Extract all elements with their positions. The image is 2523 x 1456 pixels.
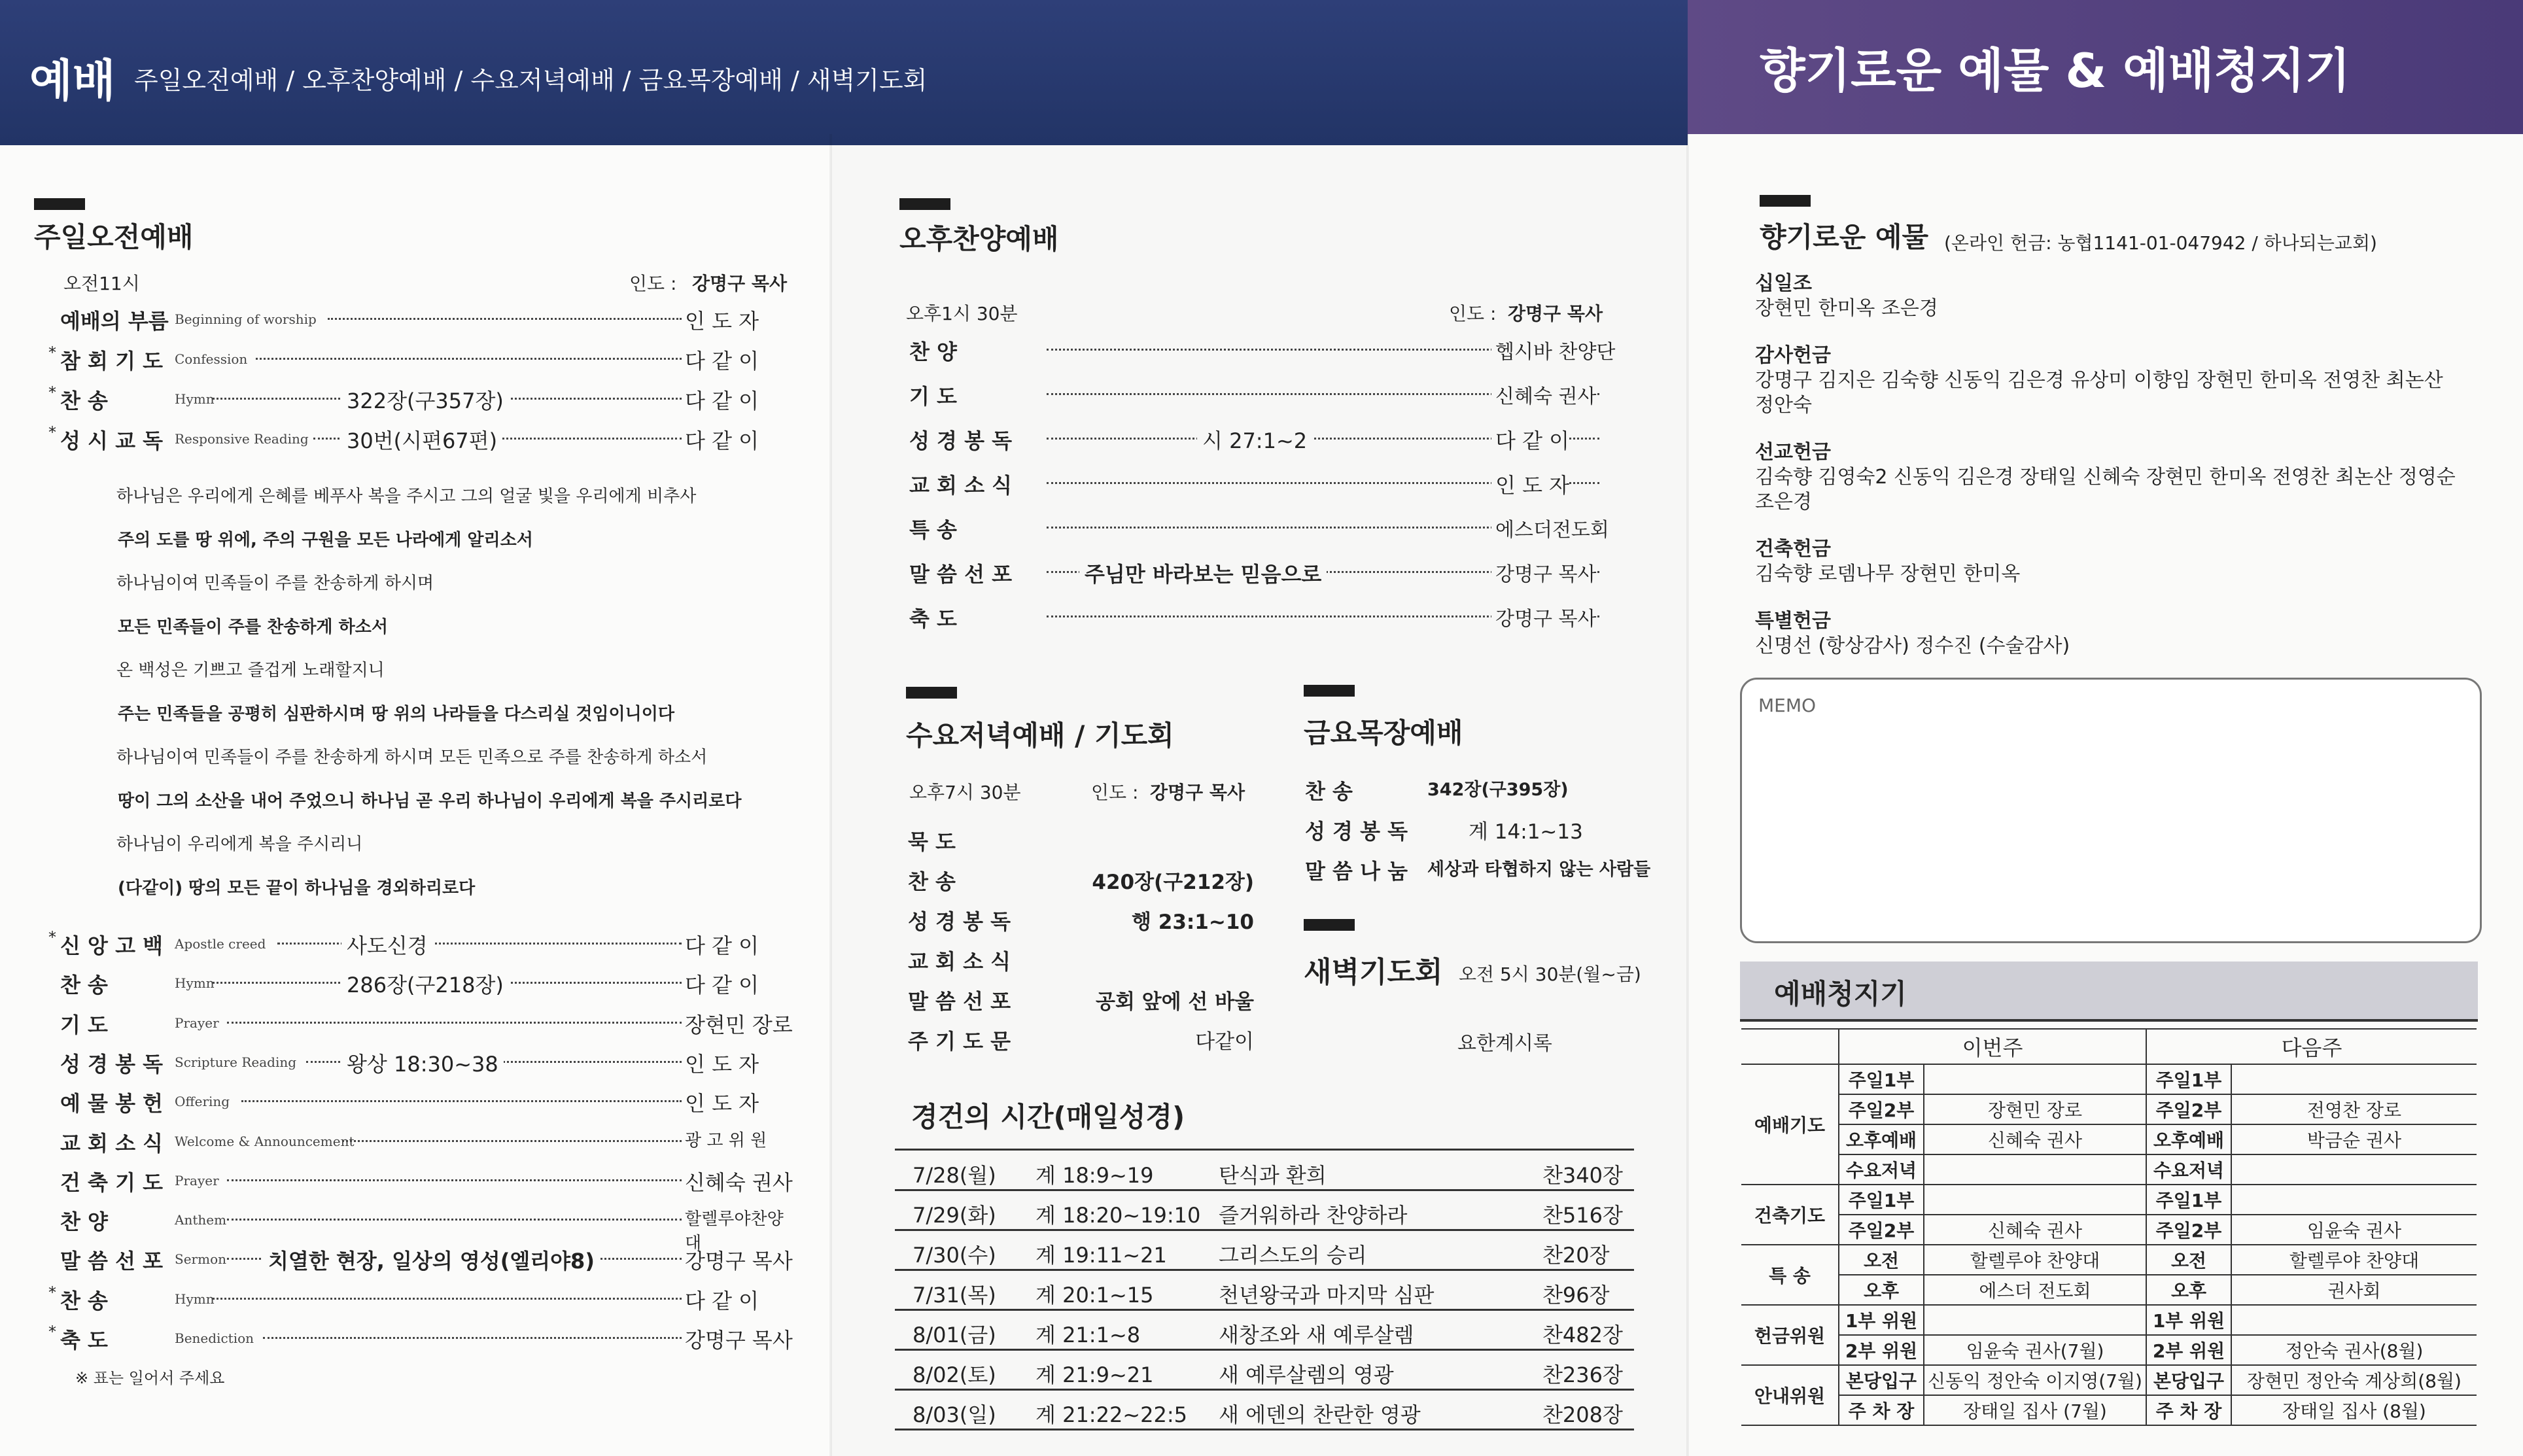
- devotion-title: 경건의 시간(매일성경): [911, 1101, 1185, 1133]
- sunday-leader-label: 인도 :: [629, 273, 677, 294]
- order-row: [48, 1279, 796, 1313]
- section-marker: [34, 198, 85, 210]
- steward-sub: 오전: [1839, 1245, 1924, 1275]
- steward-next: [2231, 1305, 2477, 1335]
- order-label: 찬 송: [60, 389, 108, 413]
- order-label: 성 경 봉 독: [60, 1051, 164, 1077]
- steward-this: [1924, 1064, 2146, 1094]
- steward-next: 장태일 집사 (8월): [2231, 1395, 2477, 1425]
- order-row: [60, 300, 796, 334]
- stewards-table: [1741, 1028, 2477, 1426]
- steward-sub-next: 주일1부: [2146, 1064, 2231, 1094]
- devotion-row: [895, 1391, 1634, 1430]
- steward-group: 안내위원: [1741, 1365, 1839, 1425]
- devotion-hymn: 찬96장: [1542, 1283, 1610, 1308]
- order-leader: 강명구 목사: [685, 1249, 793, 1274]
- order-leader: 다 같 이: [685, 389, 759, 413]
- order-value: 286장(구218장): [341, 969, 509, 999]
- order-value: 다같이: [1195, 1030, 1254, 1054]
- order-row: [60, 1200, 796, 1254]
- stewards-title: 예배청지기: [1774, 978, 1907, 1010]
- steward-sub: 주일2부: [1839, 1094, 1924, 1124]
- sunday-leader: 강명구 목사: [692, 273, 787, 294]
- devotion-hymn: 찬482장: [1542, 1323, 1623, 1347]
- header-title: 예배: [29, 56, 116, 107]
- devotion-row: [895, 1231, 1634, 1271]
- offering-names: 강명구 김지은 김숙향 신동익 김은경 유상미 이향임 장현민 한미옥 전영찬 최논산: [1755, 369, 2443, 392]
- order-label: 찬 송: [1305, 779, 1353, 804]
- devotion-hymn: 찬20장: [1542, 1243, 1610, 1268]
- order-label: 교 회 소 식: [908, 949, 1011, 974]
- order-label: 찬 양: [60, 1209, 108, 1235]
- steward-next: [2231, 1064, 2477, 1094]
- header-subtitle: 주일오전예배 / 오후찬양예배 / 수요저녁예배 / 금요목장예배 / 새벽기도회: [134, 66, 928, 95]
- order-label-en: Prayer: [175, 1172, 219, 1188]
- responsive-line: 하나님이 우리에게 복을 주시리니: [116, 835, 363, 854]
- steward-sub-next: 2부 위원: [2146, 1335, 2231, 1365]
- order-leader: 강명구 목사: [685, 1328, 793, 1353]
- order-label-en: Responsive Reading: [175, 431, 309, 447]
- offering-names: 신명선 (항상감사) 정수진 (수술감사): [1755, 634, 2070, 657]
- devotion-ref: 계 21:1~8: [1035, 1323, 1141, 1347]
- wednesday-time: 오후7시 30분: [909, 782, 1021, 803]
- dawn-title: 새벽기도회: [1304, 956, 1443, 989]
- offering-names: 장현민 한미옥 조은경: [1755, 297, 1938, 320]
- steward-this: 장태일 집사 (7월): [1924, 1395, 2146, 1425]
- order-row: [909, 419, 1616, 453]
- devotion-date: 7/29(화): [913, 1203, 996, 1228]
- sunday-title: 주일오전예배: [34, 221, 194, 253]
- steward-next: 권사회: [2231, 1275, 2477, 1305]
- order-value: 342장(구395장): [1427, 780, 1569, 800]
- responsive-line: 하나님은 우리에게 은혜를 베푸사 복을 주시고 그의 얼굴 빛을 우리에게 비추사: [116, 487, 697, 506]
- order-value: 공회 앞에 선 바울: [1096, 990, 1254, 1014]
- order-row: [60, 1082, 796, 1116]
- steward-sub-next: 오전: [2146, 1245, 2231, 1275]
- steward-next: 박금순 권사: [2231, 1124, 2477, 1154]
- order-leader: 광 고 위 원: [685, 1130, 767, 1151]
- order-row: [48, 924, 796, 958]
- order-label: 특 송: [909, 517, 957, 542]
- dotted-leader: [241, 1100, 682, 1102]
- order-leader: 인 도 자: [685, 1051, 759, 1077]
- standing-note: ※ 표는 일어서 주세요: [75, 1369, 225, 1387]
- order-label-en: Confession: [175, 351, 248, 367]
- order-row: [909, 375, 1616, 409]
- stewards-grid: [1741, 1028, 2477, 1426]
- standing-mark: *: [48, 928, 56, 946]
- devotion-theme: 새창조와 새 예루살렘: [1219, 1323, 1414, 1347]
- order-row: [48, 379, 796, 413]
- devotion-date: 8/01(금): [913, 1323, 996, 1347]
- order-label-en: Scripture Reading: [175, 1054, 297, 1070]
- friday-title: 금요목장예배: [1304, 717, 1463, 749]
- order-row: [909, 508, 1616, 542]
- order-label-en: Beginning of worship: [175, 311, 317, 327]
- steward-this: [1924, 1154, 2146, 1185]
- steward-group: 예배기도: [1741, 1064, 1839, 1185]
- order-label: 묵 도: [908, 829, 956, 854]
- steward-sub-next: 본당입구: [2146, 1365, 2231, 1395]
- offering-group-name: 선교헌금: [1755, 441, 1831, 464]
- order-label: 기 도: [909, 384, 957, 409]
- dotted-leader: [227, 1219, 682, 1221]
- steward-group: 헌금위원: [1741, 1305, 1839, 1365]
- order-row: [60, 1043, 796, 1077]
- devotion-hymn: 찬340장: [1542, 1163, 1623, 1188]
- devotion-hymn: 찬516장: [1542, 1203, 1623, 1228]
- order-label: 성 경 봉 독: [909, 428, 1013, 453]
- responsive-line: 주의 도를 땅 위에, 주의 구원을 모든 나라에게 알리소서: [118, 530, 533, 550]
- order-row: [909, 330, 1616, 364]
- section-marker: [906, 687, 957, 699]
- steward-next: 장현민 정안숙 계상희(8월): [2231, 1365, 2477, 1395]
- offering-group-name: 십일조: [1755, 272, 1812, 295]
- devotion-top-rule: [895, 1149, 1634, 1151]
- sunday-time: 오전11시: [63, 273, 140, 294]
- steward-group: 건축기도: [1741, 1185, 1839, 1245]
- steward-sub: 1부 위원: [1839, 1305, 1924, 1335]
- order-value: 사도신경: [341, 929, 433, 960]
- order-row: [909, 597, 1616, 631]
- order-leader: 신혜숙 권사: [685, 1170, 793, 1195]
- order-label: 찬 양: [909, 339, 957, 364]
- order-row: [60, 1161, 796, 1195]
- steward-sub-next: 주 차 장: [2146, 1395, 2231, 1425]
- responsive-line: 모든 민족들이 주를 찬송하게 하소서: [118, 617, 388, 637]
- afternoon-leader: 강명구 목사: [1508, 303, 1603, 324]
- memo-box[interactable]: [1740, 678, 2482, 943]
- order-label-en: Prayer: [175, 1014, 219, 1031]
- steward-sub-next: 수요저녁: [2146, 1154, 2231, 1185]
- steward-sub: 주 차 장: [1839, 1395, 1924, 1425]
- order-row: [48, 339, 796, 373]
- responsive-line: (다같이) 땅의 모든 끝이 하나님을 경외하리로다: [118, 878, 476, 898]
- header-right-title: 향기로운 예물 & 예배청지기: [1760, 43, 2351, 98]
- steward-sub-next: 주일2부: [2146, 1215, 2231, 1245]
- order-value: 세상과 타협하지 않는 사람들: [1427, 859, 1651, 880]
- order-row: [48, 419, 796, 453]
- order-leader: 다 같 이: [685, 933, 759, 958]
- responsive-line: 주는 민족들을 공평히 심판하시며 땅 위의 나라들을 다스리실 것임이니이다: [118, 704, 675, 724]
- devotion-ref: 계 20:1~15: [1035, 1283, 1154, 1308]
- order-row: [60, 1239, 796, 1274]
- steward-this: 신동익 정안숙 이지영(7월): [1924, 1365, 2146, 1395]
- devotion-theme: 새 예루살렘의 영광: [1219, 1362, 1394, 1387]
- dotted-leader: [213, 1298, 682, 1300]
- standing-mark: *: [48, 383, 56, 402]
- order-label: 찬 송: [60, 1288, 108, 1313]
- order-value: 시 27:1~2: [1197, 425, 1312, 455]
- devotion-theme: 새 에덴의 찬란한 영광: [1219, 1402, 1421, 1427]
- standing-mark: *: [48, 1283, 56, 1302]
- devotion-ref: 계 18:20~19:10: [1035, 1203, 1201, 1228]
- devotion-row: [895, 1351, 1634, 1391]
- order-row: [909, 553, 1616, 587]
- order-value: 왕상 18:30~38: [341, 1048, 504, 1078]
- steward-this: 임윤숙 권사(7월): [1924, 1335, 2146, 1365]
- steward-sub: 수요저녁: [1839, 1154, 1924, 1185]
- order-label-en: Welcome & Announcement: [175, 1133, 355, 1149]
- dotted-leader: [263, 1337, 682, 1339]
- steward-next: 전영찬 장로: [2231, 1094, 2477, 1124]
- steward-next: [2231, 1185, 2477, 1215]
- devotion-ref: 계 21:22~22:5: [1035, 1402, 1187, 1427]
- order-leader: 인 도 자: [685, 309, 759, 334]
- order-label: 축 도: [909, 606, 957, 631]
- fold-line: [1686, 134, 1689, 1456]
- steward-group: 특 송: [1741, 1245, 1839, 1305]
- devotion-ref: 계 21:9~21: [1035, 1362, 1154, 1387]
- order-label: 예배의 부름: [60, 309, 169, 334]
- offering-group-name: 건축헌금: [1755, 538, 1831, 561]
- steward-next: 임윤숙 권사: [2231, 1215, 2477, 1245]
- steward-sub-next: 1부 위원: [2146, 1305, 2231, 1335]
- steward-next: 정안숙 권사(8월): [2231, 1335, 2477, 1365]
- steward-sub-next: 오후: [2146, 1275, 2231, 1305]
- order-value: 420장(구212장): [1092, 871, 1254, 894]
- dotted-leader: [256, 358, 682, 360]
- next-week-header: 다음주: [2146, 1029, 2477, 1064]
- responsive-line: 땅이 그의 소산을 내어 주었으니 하나님 곧 우리 하나님이 우리에게 복을 주시리로다: [118, 791, 742, 811]
- responsive-line: 하나님이여 민족들이 주를 찬송하게 하시며 모든 민족으로 주를 찬송하게 하소서: [116, 748, 708, 767]
- order-leader: 강명구 목사: [1491, 602, 1596, 631]
- steward-sub: 주일2부: [1839, 1215, 1924, 1245]
- order-label: 성 경 봉 독: [1305, 819, 1408, 844]
- order-label: 말 씀 선 포: [908, 989, 1011, 1014]
- steward-sub: 주일1부: [1839, 1185, 1924, 1215]
- order-leader: 에스더전도회: [1491, 513, 1609, 542]
- standing-mark: *: [48, 343, 56, 362]
- steward-sub: 2부 위원: [1839, 1335, 1924, 1365]
- order-leader: 신혜숙 권사: [1491, 380, 1596, 409]
- steward-this: [1924, 1305, 2146, 1335]
- order-label-en: Benediction: [175, 1330, 254, 1346]
- order-label: 찬 송: [60, 973, 108, 998]
- afternoon-time: 오후1시 30분: [906, 303, 1018, 324]
- order-value: 행 23:1~10: [1132, 910, 1254, 934]
- offering-names: 김숙향 김영숙2 신동익 김은경 장태일 신혜숙 장현민 한미옥 전영찬 최논산 정영순: [1755, 466, 2456, 489]
- order-label: 건 축 기 도: [60, 1170, 164, 1195]
- section-marker: [1304, 685, 1355, 697]
- devotion-theme: 그리스도의 승리: [1219, 1243, 1367, 1268]
- order-label-en: Hymn: [175, 975, 215, 992]
- steward-sub: 본당입구: [1839, 1365, 1924, 1395]
- order-label: 주 기 도 문: [908, 1029, 1011, 1054]
- devotion-row: [895, 1151, 1634, 1191]
- offering-names: 조은경: [1755, 491, 1812, 513]
- order-leader: 헵시바 찬양단: [1491, 336, 1615, 364]
- order-label: 성 시 교 독: [60, 428, 164, 453]
- order-value: 30번(시편67편): [341, 425, 502, 455]
- memo-label: MEMO: [1758, 695, 1817, 716]
- order-label: 기 도: [60, 1012, 108, 1037]
- order-label: 말 씀 선 포: [60, 1249, 164, 1274]
- order-value: 322장(구357장): [341, 385, 509, 415]
- order-label: 말 씀 선 포: [909, 562, 1013, 587]
- wednesday-leader: 강명구 목사: [1150, 782, 1245, 803]
- order-row: [60, 963, 796, 997]
- steward-next: 할렐루야 찬양대: [2231, 1245, 2477, 1275]
- afternoon-title: 오후찬양예배: [899, 223, 1059, 255]
- devotion-theme: 즐거워하라 찬양하라: [1219, 1203, 1408, 1228]
- standing-mark: *: [48, 423, 56, 442]
- offering-names: 김숙향 로뎀나무 장현민 한미옥: [1755, 563, 2021, 585]
- order-label-en: Apostle creed: [175, 936, 266, 952]
- dotted-leader: [328, 318, 682, 320]
- offering-title: 향기로운 예물: [1760, 221, 1929, 253]
- devotion-date: 7/28(월): [913, 1163, 996, 1188]
- order-leader: 인 도 자: [685, 1091, 759, 1117]
- order-value: 치열한 현장, 일상의 영성(엘리야8): [263, 1245, 600, 1275]
- order-row: [60, 1003, 796, 1037]
- dotted-leader: [227, 1179, 682, 1181]
- steward-sub-next: 주일2부: [2146, 1094, 2231, 1124]
- order-label: 신 앙 고 백: [60, 933, 164, 958]
- order-value: 계 14:1~13: [1469, 820, 1583, 844]
- this-week-header: 이번주: [1839, 1029, 2146, 1064]
- order-label: 예 물 봉 헌: [60, 1091, 164, 1117]
- standing-mark: *: [48, 1323, 56, 1341]
- order-leader: 다 같 이: [1491, 425, 1569, 455]
- order-leader: 장현민 장로: [685, 1012, 793, 1037]
- devotion-date: 7/30(수): [913, 1243, 996, 1268]
- order-leader: 다 같 이: [685, 349, 759, 373]
- steward-this: 신혜숙 권사: [1924, 1124, 2146, 1154]
- steward-sub: 오후: [1839, 1275, 1924, 1305]
- section-marker: [1304, 919, 1355, 931]
- devotion-theme: 천년왕국과 마지막 심판: [1219, 1283, 1435, 1308]
- devotion-row: [895, 1191, 1634, 1231]
- dawn-book: 요한계시록: [1457, 1032, 1552, 1055]
- order-label: 교 회 소 식: [909, 473, 1013, 498]
- dawn-time: 오전 5시 30분(월~금): [1459, 963, 1641, 985]
- wednesday-leader-label: 인도 :: [1091, 782, 1139, 803]
- steward-sub-next: 오후예배: [2146, 1124, 2231, 1154]
- devotion-date: 7/31(목): [913, 1283, 996, 1308]
- order-label: 말 씀 나 눔: [1305, 859, 1408, 884]
- responsive-line: 온 백성은 기쁘고 즐겁게 노래할지니: [116, 661, 385, 680]
- order-label: 교 회 소 식: [60, 1130, 164, 1156]
- order-row: [48, 1319, 796, 1353]
- dotted-leader: [277, 943, 682, 945]
- dotted-leader: [227, 1022, 682, 1024]
- order-leader: 인 도 자: [1491, 469, 1569, 499]
- order-leader: 다 같 이: [685, 973, 759, 998]
- steward-this: [1924, 1185, 2146, 1215]
- devotion-hymn: 찬236장: [1542, 1362, 1623, 1387]
- devotion-row: [895, 1271, 1634, 1311]
- offering-group-name: 특별헌금: [1755, 610, 1831, 633]
- steward-sub-next: 주일1부: [2146, 1185, 2231, 1215]
- order-row: [909, 464, 1616, 498]
- offering-names: 정안숙: [1755, 394, 1812, 417]
- order-label: 성 경 봉 독: [908, 909, 1011, 934]
- devotion-ref: 계 19:11~21: [1035, 1243, 1167, 1268]
- order-label-en: Hymn: [175, 1291, 215, 1307]
- steward-next: [2231, 1154, 2477, 1185]
- devotion-hymn: 찬208장: [1542, 1402, 1623, 1427]
- devotion-date: 8/03(일): [913, 1402, 996, 1427]
- offering-group-name: 감사헌금: [1755, 344, 1831, 367]
- dotted-leader: [342, 1140, 682, 1142]
- order-label-en: Anthem: [175, 1212, 227, 1228]
- fold-line: [829, 134, 832, 1456]
- order-label-en: Sermon: [175, 1251, 226, 1268]
- order-leader: 다 같 이: [685, 1288, 759, 1313]
- steward-sub: 오후예배: [1839, 1124, 1924, 1154]
- order-label-en: Hymn: [175, 391, 215, 407]
- steward-this: 에스더 전도회: [1924, 1275, 2146, 1305]
- order-leader: 할렐루야찬양대: [685, 1209, 784, 1254]
- order-leader: 강명구 목사: [1491, 558, 1596, 587]
- order-value: 주님만 바라보는 믿음으로: [1079, 558, 1327, 588]
- section-marker: [899, 198, 950, 210]
- devotion-ref: 계 18:9~19: [1035, 1163, 1154, 1188]
- section-marker: [1760, 195, 1811, 207]
- afternoon-leader-label: 인도 :: [1449, 303, 1497, 324]
- order-label: 축 도: [60, 1328, 108, 1353]
- steward-this: 할렐루야 찬양대: [1924, 1245, 2146, 1275]
- corner-cell: [1741, 1029, 1839, 1064]
- offering-online: (온라인 헌금: 농협1141-01-047942 / 하나되는교회): [1944, 232, 2377, 254]
- steward-sub: 주일1부: [1839, 1064, 1924, 1094]
- responsive-line: 하나님이여 민족들이 주를 찬송하게 하시며: [116, 574, 434, 593]
- steward-this: 신혜숙 권사: [1924, 1215, 2146, 1245]
- devotion-theme: 탄식과 환희: [1219, 1163, 1327, 1188]
- order-leader: 다 같 이: [685, 428, 759, 453]
- order-label: 참 회 기 도: [60, 349, 164, 373]
- wednesday-title: 수요저녁예배 / 기도회: [906, 719, 1174, 752]
- devotion-date: 8/02(토): [913, 1362, 996, 1387]
- order-label: 찬 송: [908, 869, 956, 894]
- devotion-row: [895, 1311, 1634, 1351]
- order-row: [60, 1122, 796, 1156]
- steward-this: 장현민 장로: [1924, 1094, 2146, 1124]
- order-label-en: Offering: [175, 1094, 230, 1110]
